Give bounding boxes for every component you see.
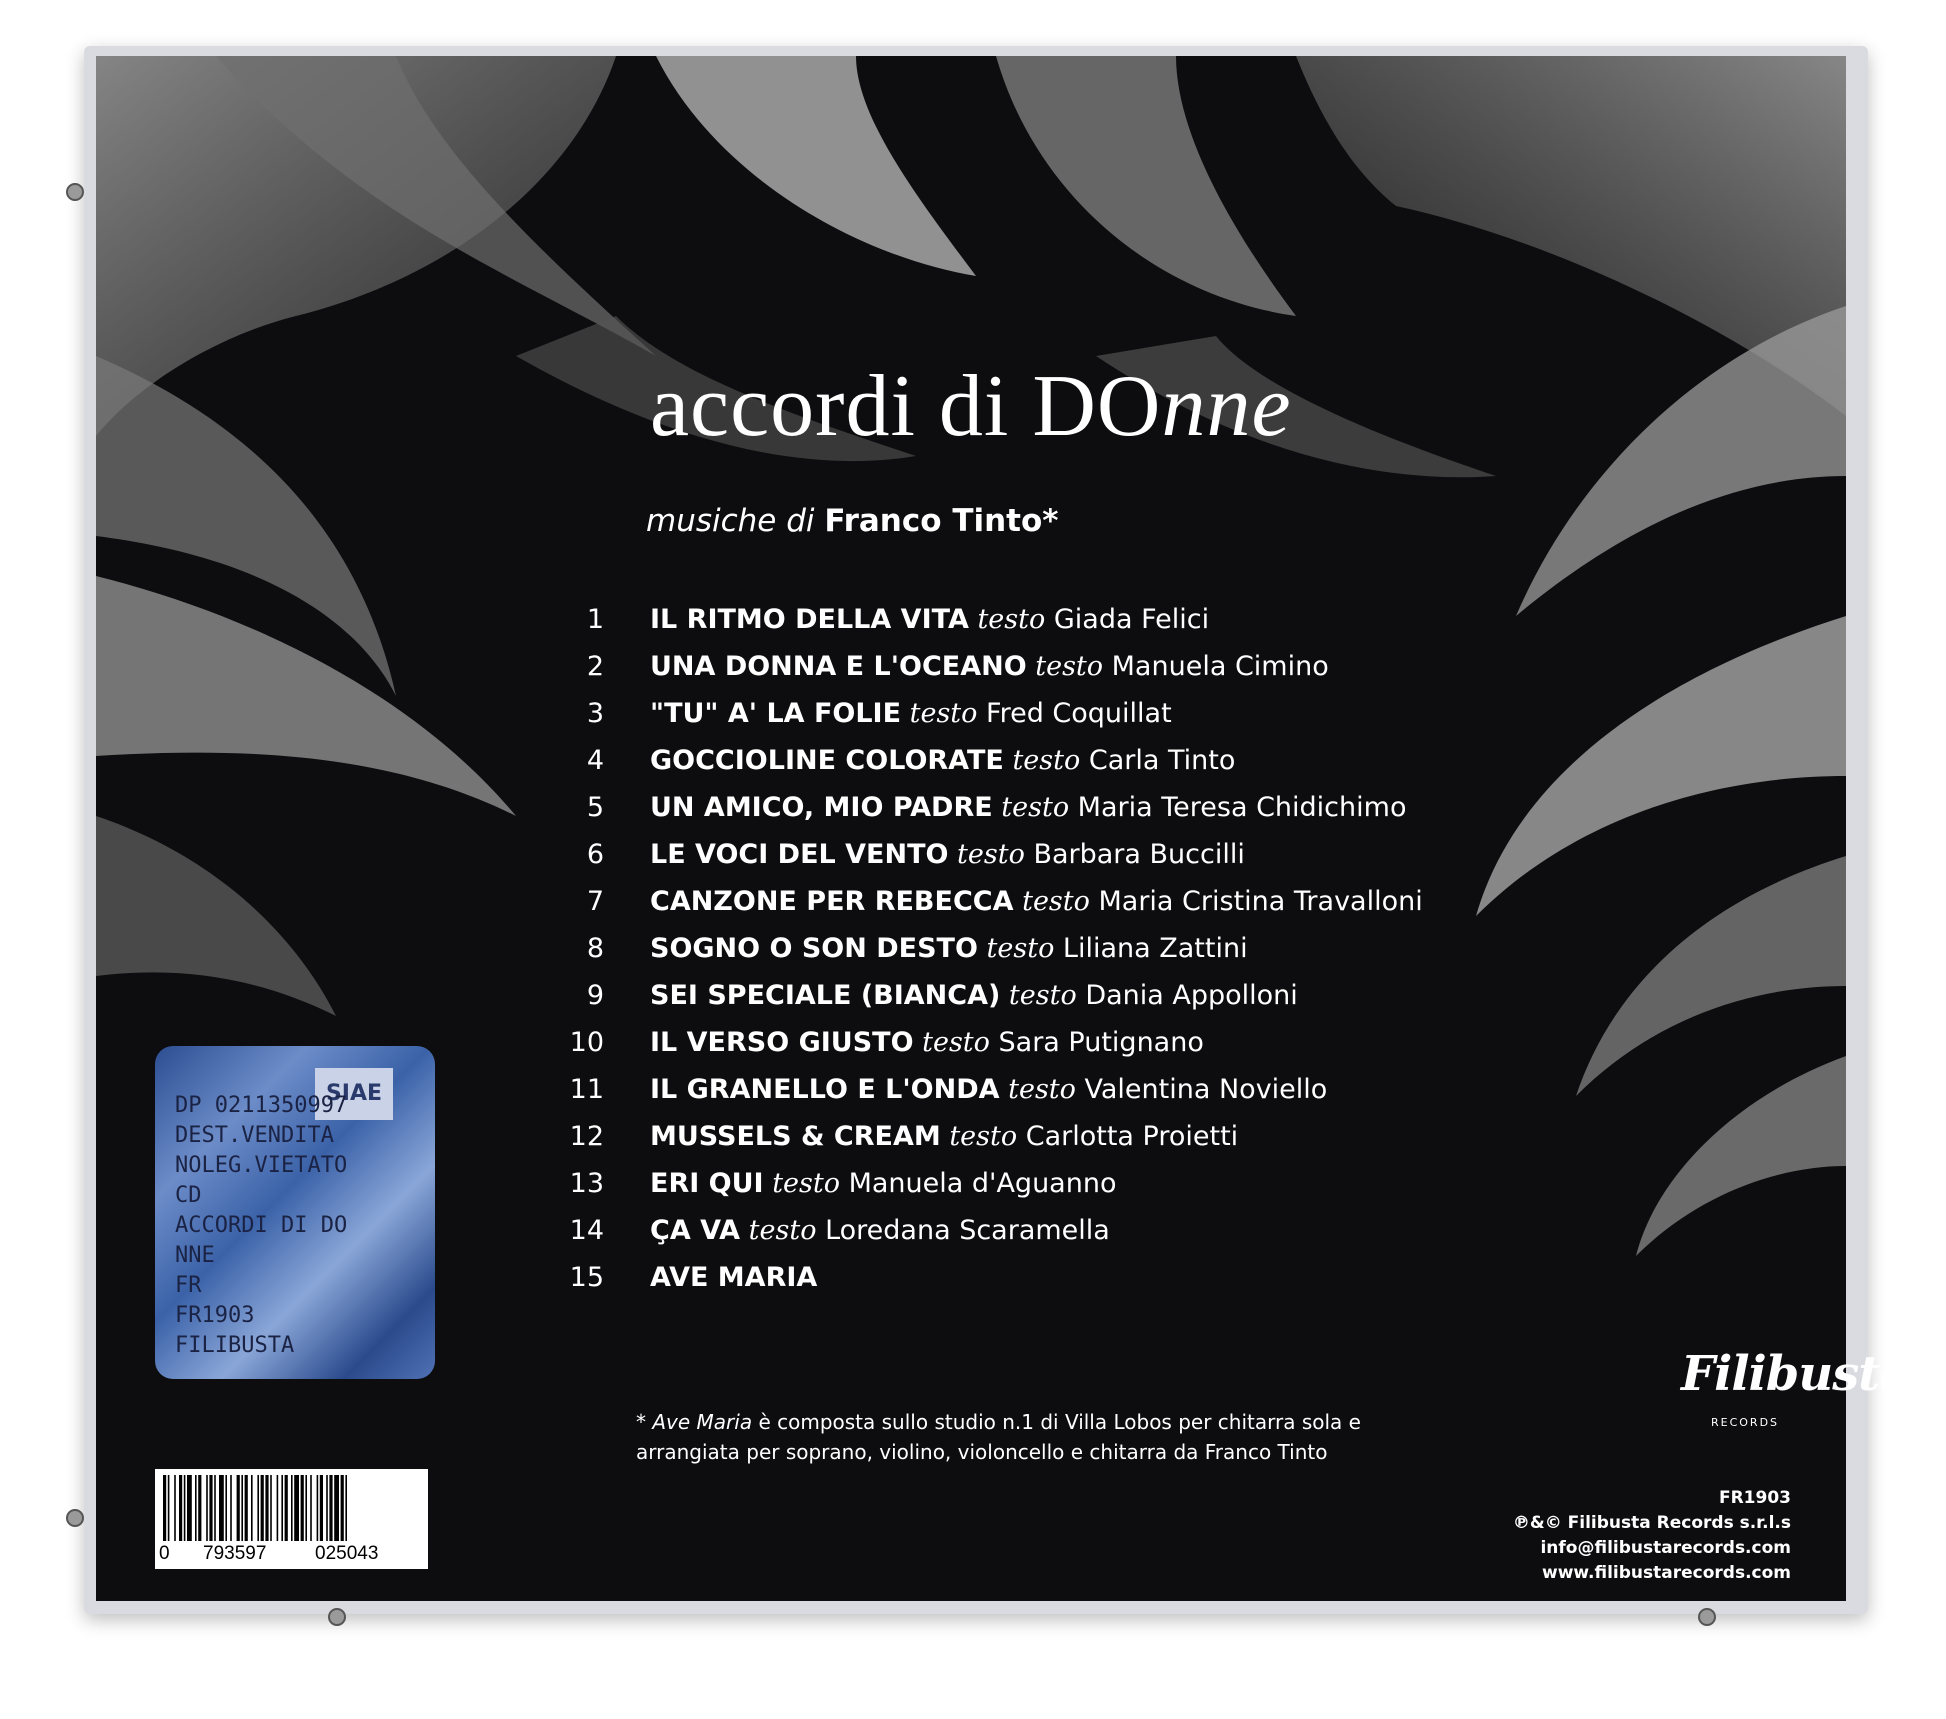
track-line bbox=[650, 980, 1298, 1011]
track-testo-label: testo bbox=[922, 1027, 990, 1058]
track-lyricist: Carlotta Proietti bbox=[1025, 1121, 1239, 1152]
barcode-bar bbox=[179, 1475, 182, 1541]
sticker-line: CD bbox=[175, 1183, 202, 1208]
barcode-bar bbox=[187, 1475, 192, 1541]
track-number: 8 bbox=[586, 933, 604, 964]
barcode-bar bbox=[245, 1475, 248, 1541]
track-title: SEI SPECIALE (BIANCA) bbox=[650, 980, 1001, 1011]
track-title: IL RITMO DELLA VITA bbox=[650, 604, 969, 635]
track-title: GOCCIOLINE COLORATE bbox=[650, 745, 1004, 776]
track-testo-label: testo bbox=[1008, 1074, 1076, 1105]
track-lyricist: Manuela Cimino bbox=[1111, 651, 1329, 682]
track-lyricist: Maria Cristina Travalloni bbox=[1098, 886, 1423, 917]
barcode-bar bbox=[345, 1475, 347, 1541]
track-line bbox=[650, 1121, 1238, 1152]
siae-hologram-sticker bbox=[155, 1046, 435, 1379]
barcode-bar bbox=[237, 1475, 240, 1541]
sticker-line: FR bbox=[175, 1273, 202, 1298]
sticker-line: FILIBUSTA bbox=[175, 1333, 295, 1358]
track-number: 9 bbox=[586, 980, 604, 1011]
track-line bbox=[650, 886, 1423, 917]
track-title: LE VOCI DEL VENTO bbox=[650, 839, 949, 870]
barcode-bar bbox=[270, 1475, 272, 1541]
track-line bbox=[650, 745, 1235, 776]
barcode-bar bbox=[326, 1475, 328, 1541]
track-lyricist: Sara Putignano bbox=[998, 1027, 1204, 1058]
album-subtitle bbox=[646, 503, 1059, 539]
barcode-bar bbox=[174, 1475, 176, 1541]
copyright: ℗&© Filibusta Records s.r.l.s bbox=[1512, 1513, 1791, 1533]
case-hinge bbox=[328, 1608, 346, 1626]
track-title: "TU" A' LA FOLIE bbox=[650, 698, 902, 729]
barcode-bar bbox=[198, 1475, 201, 1541]
track-line bbox=[650, 1262, 817, 1293]
track-line bbox=[650, 698, 1172, 729]
track-lyricist: Valentina Noviello bbox=[1084, 1074, 1328, 1105]
track-testo-label: testo bbox=[1012, 745, 1081, 776]
track-testo-label: testo bbox=[986, 933, 1055, 964]
track-title: SOGNO O SON DESTO bbox=[650, 933, 978, 964]
label-email: info@filibustarecords.com bbox=[1540, 1538, 1791, 1558]
barcode-bar bbox=[281, 1475, 283, 1541]
barcode-bar bbox=[291, 1475, 293, 1541]
track-number: 10 bbox=[569, 1027, 604, 1058]
track-testo-label: testo bbox=[949, 1121, 1018, 1152]
subtitle-prefix: musiche di bbox=[646, 503, 815, 539]
barcode-bar bbox=[261, 1475, 264, 1541]
track-title: MUSSELS & CREAM bbox=[650, 1121, 941, 1152]
track-number: 4 bbox=[586, 745, 604, 776]
barcode-bar bbox=[277, 1475, 279, 1541]
track-number: 7 bbox=[586, 886, 604, 917]
track-testo-label: testo bbox=[1001, 792, 1070, 823]
footnote-line-2: arrangiata per soprano, violino, violoncello e chitarra da Franco Tinto bbox=[636, 1440, 1328, 1464]
sticker-line: NOLEG.VIETATO bbox=[175, 1153, 348, 1178]
track-title: AVE MARIA bbox=[650, 1262, 818, 1293]
track-testo-label: testo bbox=[772, 1168, 840, 1199]
track-testo-label: testo bbox=[748, 1215, 817, 1246]
album-title-italic: nne bbox=[1161, 358, 1292, 455]
barcode-bar bbox=[310, 1475, 312, 1541]
barcode-bar bbox=[265, 1475, 268, 1541]
sticker-line: DP 0211350997 bbox=[175, 1093, 348, 1118]
barcode-bar bbox=[225, 1475, 227, 1541]
track-number: 11 bbox=[569, 1074, 604, 1105]
track-line bbox=[650, 1168, 1116, 1199]
barcode-bar bbox=[184, 1475, 186, 1541]
sticker-line: ACCORDI DI DO bbox=[175, 1213, 348, 1238]
track-title: ERI QUI bbox=[650, 1168, 764, 1199]
barcode-bar bbox=[257, 1475, 259, 1541]
catalog-number: FR1903 bbox=[1718, 1488, 1791, 1508]
track-number: 1 bbox=[586, 604, 604, 635]
track-line bbox=[650, 1027, 1204, 1058]
barcode-bar bbox=[230, 1475, 232, 1541]
composer-name: Franco Tinto* bbox=[824, 503, 1059, 539]
sticker-text bbox=[175, 1091, 347, 1361]
track-line bbox=[650, 792, 1406, 823]
album-title-plain: accordi di DO bbox=[650, 358, 1162, 455]
barcode-bar bbox=[241, 1475, 243, 1541]
track-testo-label: testo bbox=[1035, 651, 1104, 682]
track-lyricist: Giada Felici bbox=[1053, 604, 1210, 635]
barcode-bar bbox=[209, 1475, 212, 1541]
track-testo-label: testo bbox=[1022, 886, 1090, 917]
case-hinge bbox=[1698, 1608, 1716, 1626]
track-lyricist: Carla Tinto bbox=[1088, 745, 1236, 776]
barcode-bar bbox=[163, 1475, 166, 1541]
track-title: ÇA VA bbox=[650, 1215, 741, 1246]
track-title: UNA DONNA E L'OCEANO bbox=[650, 651, 1027, 682]
track-line bbox=[650, 604, 1209, 635]
logo-sub: RECORDS bbox=[1711, 1416, 1780, 1429]
track-line bbox=[650, 839, 1245, 870]
barcode-group-1: 793597 bbox=[203, 1543, 267, 1564]
barcode-bar bbox=[285, 1475, 288, 1541]
case-hinge bbox=[66, 1509, 84, 1527]
sticker-line: FR1903 bbox=[175, 1303, 255, 1328]
track-title: IL VERSO GIUSTO bbox=[650, 1027, 914, 1058]
track-lyricist: Loredana Scaramella bbox=[825, 1215, 1110, 1246]
track-lyricist: Dania Appolloni bbox=[1085, 980, 1298, 1011]
barcode-bar bbox=[329, 1475, 332, 1541]
barcode-digits bbox=[155, 1543, 428, 1565]
barcode-bar bbox=[219, 1475, 224, 1541]
footnote-line-1 bbox=[636, 1407, 1361, 1437]
track-line bbox=[650, 933, 1248, 964]
track-testo-label: testo bbox=[957, 839, 1025, 870]
track-number: 3 bbox=[586, 698, 604, 729]
barcode-bar bbox=[294, 1475, 299, 1541]
sticker-line: NNE bbox=[175, 1243, 215, 1268]
label-credits bbox=[1513, 1486, 1791, 1586]
label-website: www.filibustarecords.com bbox=[1542, 1563, 1791, 1583]
barcode-bar bbox=[334, 1475, 339, 1541]
track-lyricist: Manuela d'Aguanno bbox=[848, 1168, 1117, 1199]
track-lyricist: Liliana Zattini bbox=[1062, 933, 1248, 964]
track-lyricist: Barbara Buccilli bbox=[1033, 839, 1245, 870]
barcode-bar bbox=[341, 1475, 344, 1541]
track-title: CANZONE PER REBECCA bbox=[650, 886, 1014, 917]
track-number: 2 bbox=[586, 651, 604, 682]
track-testo-label: testo bbox=[909, 698, 978, 729]
track-number: 5 bbox=[586, 792, 604, 823]
track-number: 15 bbox=[569, 1262, 604, 1293]
siae-badge: SIAE bbox=[315, 1068, 393, 1120]
barcode-bar bbox=[168, 1475, 170, 1541]
footnote-text-1: è composta sullo studio n.1 di Villa Lobos per chitarra sola e bbox=[752, 1410, 1361, 1434]
case-hinge bbox=[66, 183, 84, 201]
track-line bbox=[650, 1215, 1110, 1246]
track-lyricist: Maria Teresa Chidichimo bbox=[1077, 792, 1407, 823]
barcode-bar bbox=[206, 1475, 208, 1541]
track-line bbox=[650, 1074, 1327, 1105]
barcode-bar bbox=[301, 1475, 304, 1541]
barcode-bar bbox=[195, 1475, 197, 1541]
track-lyricist: Fred Coquillat bbox=[986, 698, 1172, 729]
barcode bbox=[155, 1469, 428, 1569]
album-back-cover bbox=[96, 56, 1910, 1601]
track-testo-label: testo bbox=[977, 604, 1046, 635]
track-testo-label: testo bbox=[1008, 980, 1077, 1011]
album-title bbox=[650, 356, 1292, 457]
barcode-bar bbox=[317, 1475, 319, 1541]
track-number: 12 bbox=[569, 1121, 604, 1152]
track-title: UN AMICO, MIO PADRE bbox=[650, 792, 993, 823]
barcode-bar bbox=[320, 1475, 323, 1541]
track-line bbox=[650, 651, 1329, 682]
track-title: IL GRANELLO E L'ONDA bbox=[650, 1074, 1000, 1105]
filibusta-logo bbox=[1681, 1336, 1910, 1456]
track-number: 14 bbox=[569, 1215, 604, 1246]
barcode-bars bbox=[161, 1475, 422, 1541]
footnote bbox=[636, 1407, 1361, 1467]
barcode-group-2: 025043 bbox=[315, 1543, 379, 1564]
track-number: 13 bbox=[569, 1168, 604, 1199]
barcode-digit-first: 0 bbox=[159, 1543, 170, 1564]
barcode-bar bbox=[214, 1475, 216, 1541]
barcode-bar bbox=[305, 1475, 307, 1541]
sticker-line: DEST.VENDITA bbox=[175, 1123, 334, 1148]
barcode-bar bbox=[251, 1475, 253, 1541]
footnote-mark: * Ave Maria bbox=[636, 1410, 753, 1434]
track-number: 6 bbox=[586, 839, 604, 870]
logo-word: Filibusta bbox=[1681, 1346, 1910, 1402]
